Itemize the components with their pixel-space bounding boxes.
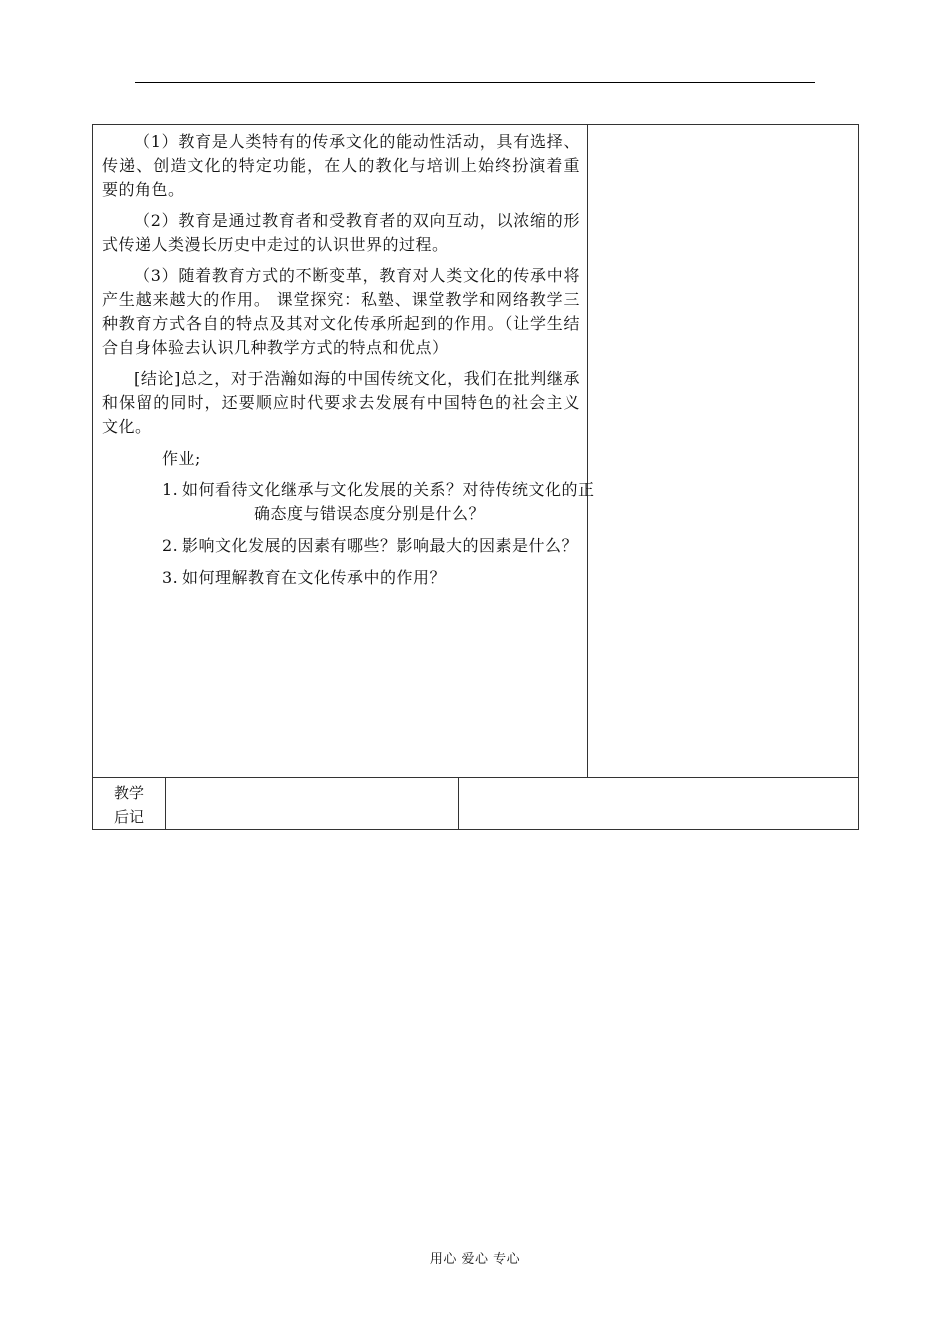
homework-number: 2. — [162, 536, 179, 555]
postscript-label-line-1: 教学 — [113, 784, 144, 802]
homework-number: 1. — [162, 480, 179, 499]
postscript-row-divider — [92, 777, 859, 778]
conclusion-paragraph: [结论]总之，对于浩瀚如海的中国传统文化，我们在批判继承和保留的同时，还要顺应时代要求去发展有中国特色的社会主义文化。 — [102, 369, 580, 436]
header-rule — [135, 82, 815, 83]
homework-number: 3. — [162, 568, 179, 587]
paragraph-1: （1）教育是人类特有的传承文化的能动性活动，具有选择、传递、创造文化的特定功能，在人的教化与培训上始终扮演着重要的角色。 — [102, 132, 580, 199]
paragraph-3: （3）随着教育方式的不断变革，教育对人类文化的传承中将产生越来越大的作用。 课堂探究：私塾、课堂教学和网络教学三种教育方式各自的特点及其对文化传承所起到的作用。（让学生结合自身体验去认识几种教学方式的特点和优点） — [102, 266, 580, 357]
postscript-label-divider — [165, 777, 166, 830]
homework-item — [162, 478, 604, 526]
homework-item — [162, 566, 604, 590]
homework-text: 如何看待文化继承与文化发展的关系？对待传统文化的正确态度与错误态度分别是什么？ — [182, 480, 595, 523]
homework-text: 影响文化发展的因素有哪些？影响最大的因素是什么？ — [182, 536, 579, 555]
postscript-cell-divider — [458, 777, 459, 830]
column-divider — [587, 124, 588, 777]
homework-item — [162, 534, 604, 558]
homework-text: 如何理解教育在文化传承中的作用？ — [182, 568, 447, 587]
page-footer: 用心 爱心 专心 — [429, 1252, 521, 1267]
homework-title: 作业; — [162, 449, 201, 468]
paragraph-2: （2）教育是通过教育者和受教育者的双向互动，以浓缩的形式传递人类漫长历史中走过的认识世界的过程。 — [102, 211, 580, 254]
postscript-label-line-2: 后记 — [113, 808, 144, 826]
lesson-content — [102, 130, 595, 598]
teaching-postscript-label — [93, 781, 165, 829]
